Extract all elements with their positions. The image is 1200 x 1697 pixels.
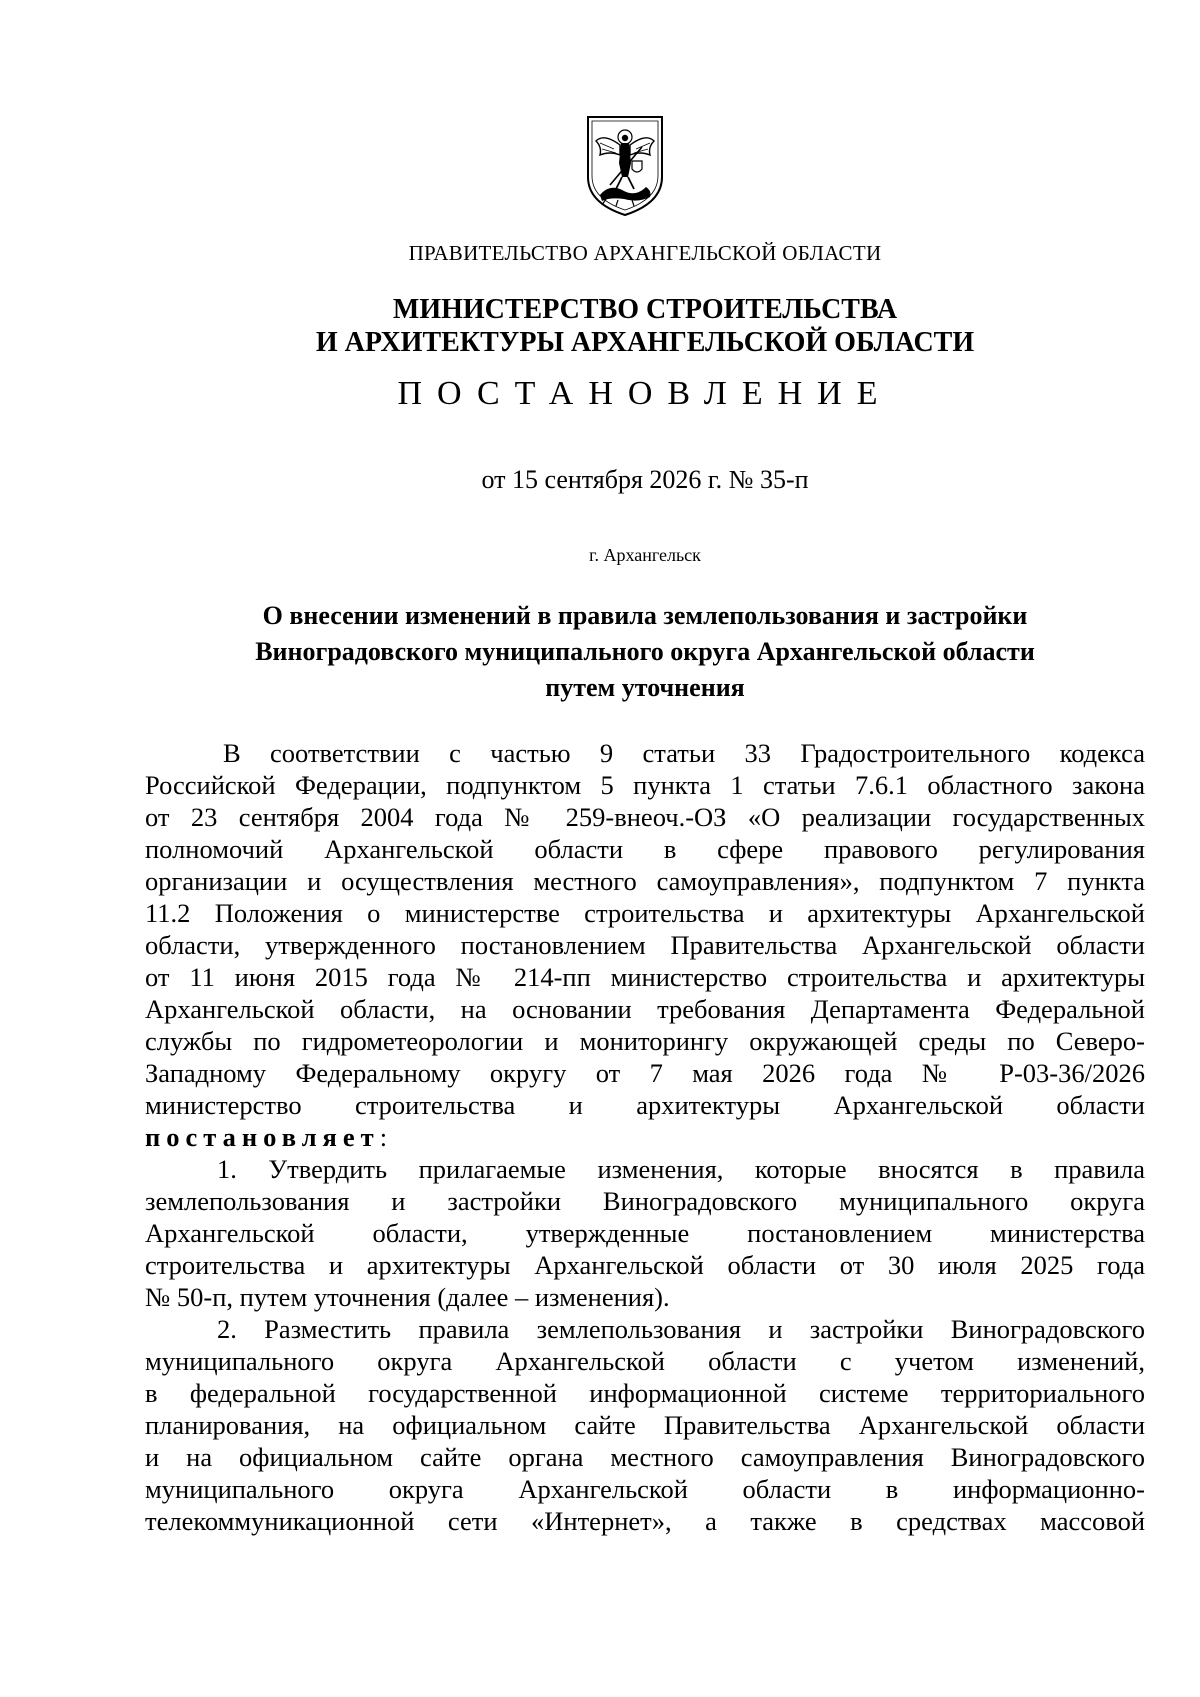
preamble-line: организации и осуществления местного самоуправления», подпунктом 7 пункта bbox=[145, 866, 1145, 896]
preamble-line: службы по гидрометеорологии и мониторингу окружающей среды по Северо- bbox=[145, 1026, 1145, 1056]
government-name: ПРАВИТЕЛЬСТВО АРХАНГЕЛЬСКОЙ ОБЛАСТИ bbox=[408, 241, 882, 265]
document-title-line3: путем уточнения bbox=[545, 673, 745, 702]
document-city: г. Архангельск bbox=[589, 545, 701, 565]
preamble-line: Российской Федерации, подпунктом 5 пункта 1 статьи 7.6.1 областного закона bbox=[145, 770, 1145, 800]
item-1-line: Архангельской области, утвержденные постановлением министерства bbox=[145, 1218, 1145, 1248]
preamble-line: полномочий Архангельской области в сфере правового регулирования bbox=[145, 834, 1145, 864]
resolves-word: постановляет bbox=[145, 1122, 380, 1152]
coat-of-arms-emblem bbox=[584, 111, 666, 219]
preamble-line: министерство строительства и архитектуры Архангельской области bbox=[145, 1090, 1145, 1120]
item-2-line: планирования, на официальном сайте Правительства Архангельской области bbox=[145, 1410, 1145, 1440]
document-title-line2: Виноградовского муниципального округа Архангельской области bbox=[255, 637, 1035, 666]
document-type-heading: ПОСТАНОВЛЕНИЕ bbox=[397, 375, 893, 412]
item-1-line: строительства и архитектуры Архангельской области от 30 июля 2025 года bbox=[145, 1250, 1145, 1280]
item-2-line: 2. Разместить правила землепользования и застройки Виноградовского bbox=[217, 1314, 1145, 1344]
item-2-line: муниципального округа Архангельской области в информационно- bbox=[145, 1474, 1145, 1504]
ministry-name-line1: МИНИСТЕРСТВО СТРОИТЕЛЬСТВА bbox=[392, 294, 898, 325]
preamble-line: области, утвержденного постановлением Правительства Архангельской области bbox=[145, 930, 1145, 960]
item-2-line: телекоммуникационной сети «Интернет», а также в средствах массовой bbox=[145, 1506, 1145, 1536]
resolves-line bbox=[145, 1121, 1145, 1153]
preamble-line: от 11 июня 2015 года № 214-пп министерство строительства и архитектуры bbox=[145, 962, 1145, 992]
item-2-line: и на официальном сайте органа местного самоуправления Виноградовского bbox=[145, 1442, 1145, 1472]
item-2-line: муниципального округа Архангельской области с учетом изменений, bbox=[145, 1346, 1145, 1376]
preamble-line: Архангельской области, на основании требования Департамента Федеральной bbox=[145, 994, 1145, 1024]
item-2-line: в федеральной государственной информационной системе территориального bbox=[145, 1378, 1145, 1408]
resolves-colon: : bbox=[379, 1122, 388, 1152]
preamble-line: В соответствии с частью 9 статьи 33 Градостроительного кодекса bbox=[223, 738, 1145, 768]
item-1-line: землепользования и застройки Виноградовского муниципального округа bbox=[145, 1186, 1145, 1216]
document-title-line1: О внесении изменений в правила землепользования и застройки bbox=[262, 601, 1028, 630]
item-1-line: 1. Утвердить прилагаемые изменения, которые вносятся в правила bbox=[217, 1154, 1145, 1184]
document-body bbox=[145, 737, 1145, 1537]
preamble-line: Западному Федеральному округу от 7 мая 2026 года № Р-03-36/2026 bbox=[145, 1058, 1145, 1088]
item-1-last-line: № 50-п, путем уточнения (далее – изменения). bbox=[145, 1282, 670, 1312]
preamble-line: 11.2 Положения о министерстве строительства и архитектуры Архангельской bbox=[145, 898, 1145, 928]
ministry-name-line2: И АРХИТЕКТУРЫ АРХАНГЕЛЬСКОЙ ОБЛАСТИ bbox=[315, 327, 975, 358]
document-date-number: от 15 сентября 2026 г. № 35-п bbox=[481, 465, 809, 494]
preamble-line: от 23 сентября 2004 года № 259-внеоч.-ОЗ «О реализации государственных bbox=[145, 802, 1145, 832]
